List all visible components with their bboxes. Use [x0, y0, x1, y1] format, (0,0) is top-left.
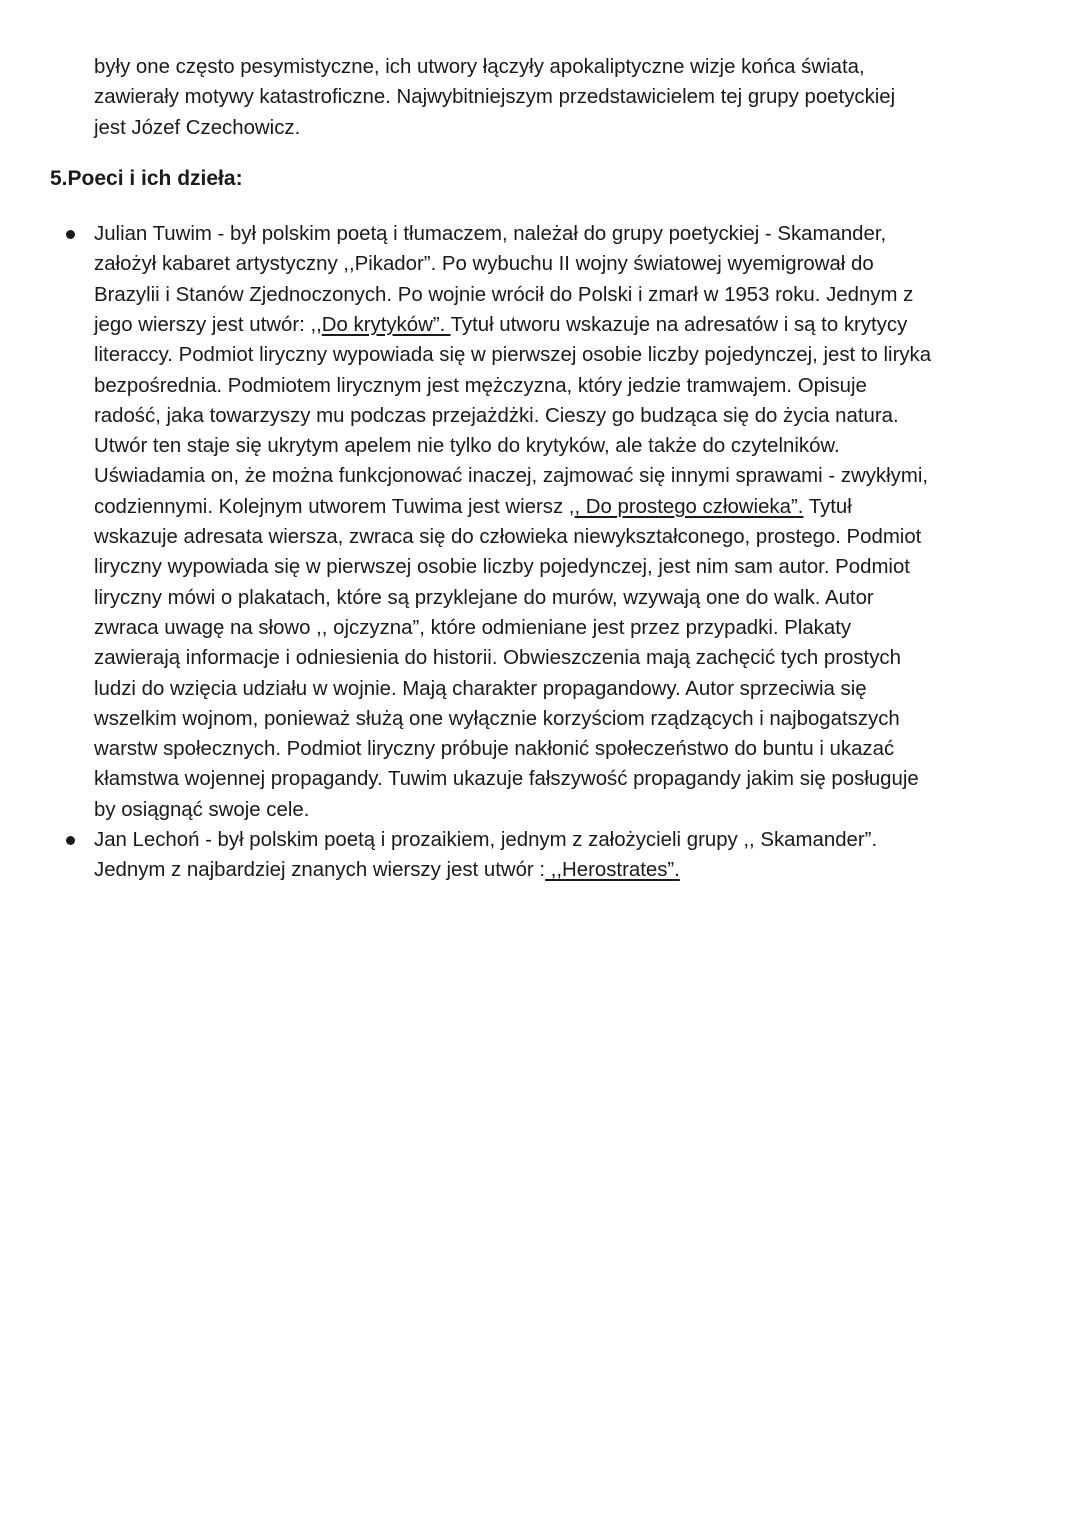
bullet-line: [94, 643, 901, 673]
bullet-line: [94, 855, 680, 885]
bullet-line: [94, 280, 913, 310]
text-segment: zwraca uwagę na słowo ,, ojczyzna”, które odmieniane jest przez przypadki. Plakaty: [94, 616, 852, 639]
text-segment: literaccy. Podmiot liryczny wypowiada się w pierwszej osobie liczby pojedynczej, jest to liryka: [94, 344, 932, 367]
text-segment: ludzi do wzięcia udziału w wojnie. Mają charakter propagandowy. Autor sprzeciwia się: [94, 677, 867, 700]
bullet-line: [94, 734, 894, 764]
text-segment: zawierają informacje i odniesienia do historii. Obwieszczenia mają zachęcić tych prostych: [94, 647, 901, 670]
bullet-line: [94, 249, 874, 279]
text-segment: założył kabaret artystyczny ,,Pikador”. Po wybuchu II wojny światowej wyemigrował do: [94, 253, 874, 276]
bullet-line: [94, 461, 928, 491]
text-segment: Uświadamia on, że można funkcjonować inaczej, zajmować się innymi sprawami - zwykłymi,: [94, 465, 929, 488]
bullet-line: [94, 310, 907, 340]
text-segment: Jan Lechoń - był polskim poetą i prozaikiem, jednym z założycieli grupy ,, Skamander”.: [94, 829, 878, 851]
intro-line: [94, 52, 865, 82]
bullet-line: [94, 340, 931, 370]
text-segment: bezpośrednia. Podmiotem lirycznym jest mężczyzna, który jedzie tramwajem. Opisuje: [94, 374, 867, 397]
bullet-icon: [66, 836, 75, 845]
section-heading: 5.Poeci i ich dzieła:: [50, 167, 243, 190]
bullet-line: [94, 371, 867, 401]
bullet-line: [94, 583, 874, 613]
text-segment: wskazuje adresata wiersza, zwraca się do człowieka niewykształconego, prostego. Podmiot: [94, 526, 922, 548]
text-segment: Brazylii i Stanów Zjednoczonych. Po wojnie wrócił do Polski i zmarł w 1953 roku. Jednym z: [94, 283, 914, 306]
bullet-line: [94, 825, 877, 855]
text-segment: Jednym z najbardziej znanych wierszy jest utwór :: [94, 859, 546, 882]
bullet-icon: [66, 230, 75, 239]
text-segment: jego wierszy jest utwór: ,,: [94, 313, 322, 336]
bullet-line: [94, 492, 852, 522]
text-segment: zawierały motywy katastroficzne. Najwybitniejszym przedstawicielem tej grupy poetyckiej: [94, 86, 896, 109]
text-segment: Tytuł utworu wskazuje na adresatów i są to krytycy: [450, 313, 908, 336]
text-segment: warstw społecznych. Podmiot liryczny próbuje nakłonić społeczeństwo do buntu i ukazać: [94, 738, 895, 761]
text-segment: codziennymi. Kolejnym utworem Tuwima jest wiersz ,: [94, 495, 575, 518]
bullet-line: [94, 613, 851, 643]
text-segment: Tytuł: [803, 495, 852, 518]
text-segment: kłamstwa wojennej propagandy. Tuwim ukazuje fałszywość propagandy jakim się posługuje: [94, 768, 919, 791]
text-segment: by osiągnąć swoje cele.: [94, 798, 310, 821]
text-segment: jest Józef Czechowicz.: [94, 116, 301, 139]
intro-line: [94, 82, 895, 112]
bullet-line: [94, 401, 899, 431]
bullet-line: [94, 552, 910, 582]
bullet-line: [94, 795, 309, 825]
bullet-line: [94, 522, 921, 552]
bullet-line: [94, 764, 919, 794]
text-segment: radość, jaka towarzyszy mu podczas przejażdżki. Cieszy go budząca się do życia natura.: [94, 404, 899, 427]
poem-title-underlined: , Do prostego człowieka”.: [574, 495, 804, 518]
text-segment: były one często pesymistyczne, ich utwory łączyły apokaliptyczne wizje końca świata,: [94, 56, 865, 78]
intro-line: [94, 113, 300, 143]
text-segment: liryczny mówi o plakatach, które są przyklejane do murów, wzywają one do walk. Autor: [94, 586, 874, 609]
bullet-line: [94, 704, 900, 734]
bullet-line: [94, 674, 867, 704]
bullet-line: [94, 219, 886, 249]
text-segment: Julian Tuwim - był polskim poetą i tłumaczem, należał do grupy poetyckiej - Skamander,: [94, 223, 887, 245]
poem-title-underlined: Do krytyków”.: [321, 313, 451, 336]
text-segment: liryczny wypowiada się w pierwszej osobie liczby pojedynczej, jest nim sam autor. Podmiot: [94, 556, 910, 579]
poem-title-underlined: ,,Herostrates”.: [545, 859, 680, 882]
bullet-line: [94, 431, 840, 461]
text-segment: wszelkim wojnom, ponieważ służą one wyłącznie korzyściom rządzących i najbogatszych: [94, 707, 900, 730]
text-segment: Utwór ten staje się ukrytym apelem nie tylko do krytyków, ale także do czytelników.: [94, 435, 840, 458]
